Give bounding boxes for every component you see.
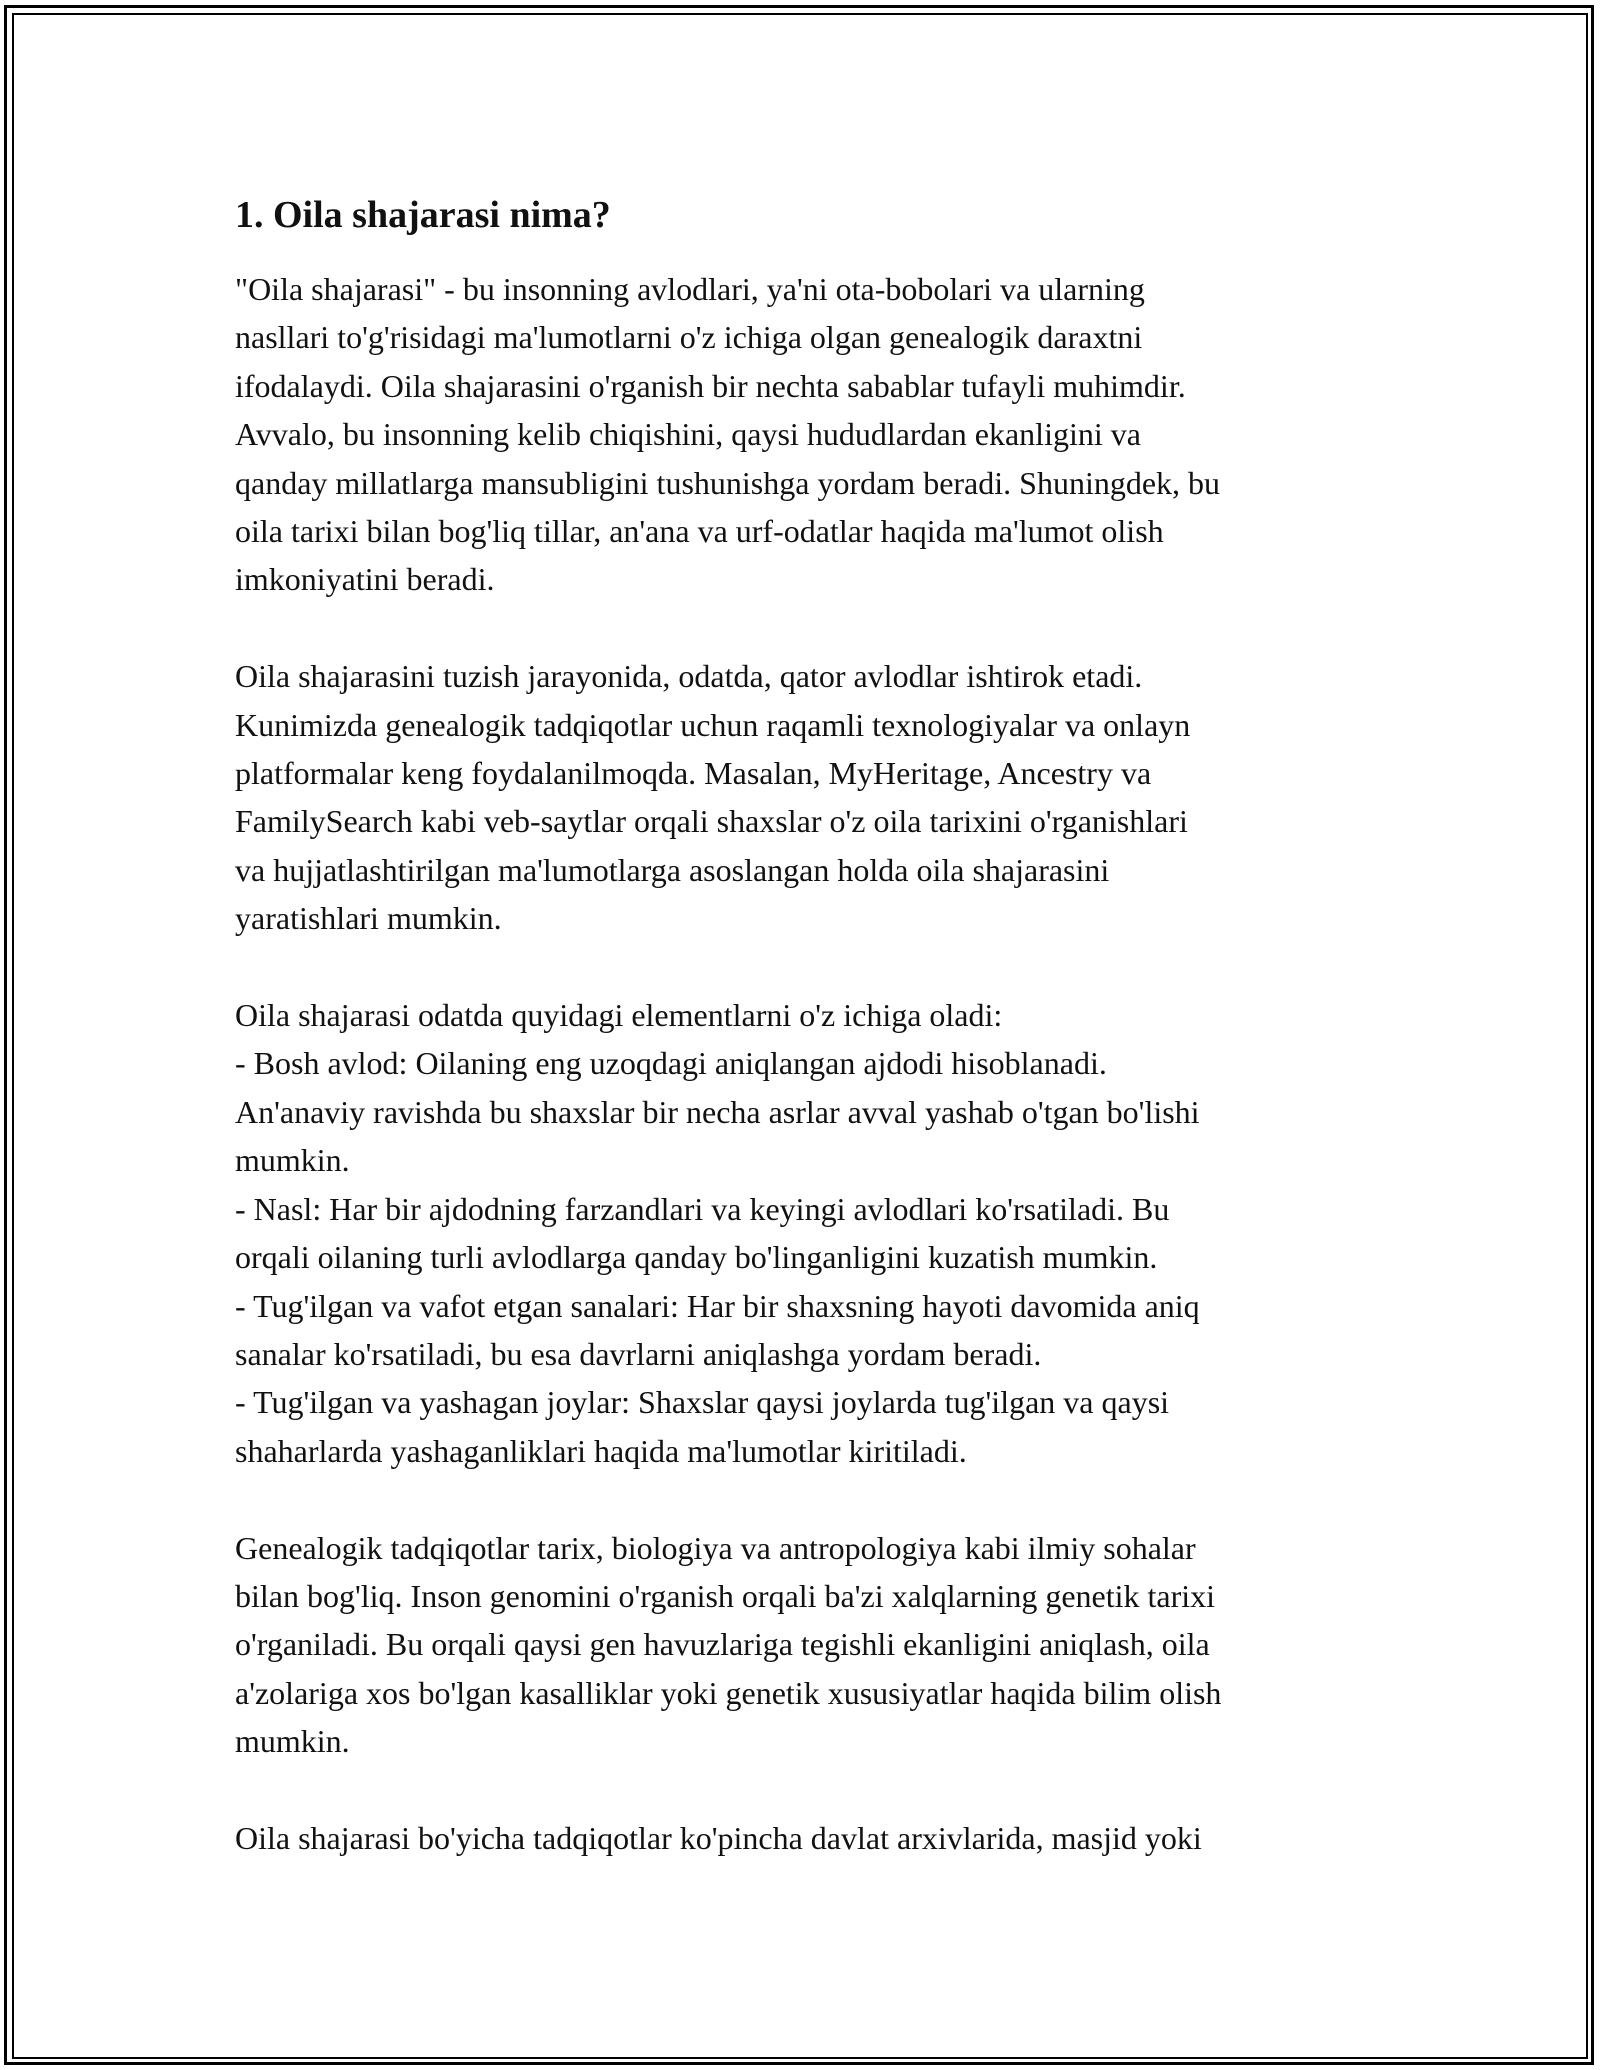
paragraph-spacer — [235, 943, 1375, 991]
list-item-line: orqali oilaning turli avlodlarga qanday bo'linganligini kuzatish mumkin. — [235, 1239, 1158, 1276]
section-heading: 1. Oila shajarasi nima? — [235, 194, 611, 236]
text-line: o'rganiladi. Bu orqali qaysi gen havuzlariga tegishli ekanligini aniqlash, oila — [235, 1626, 1210, 1663]
text-line: Oila shajarasi odatda quyidagi elementlarni o'z ichiga oladi: — [235, 997, 1003, 1034]
paragraph-2 — [235, 652, 1375, 942]
text-line: Oila shajarasini tuzish jarayonida, odatda, qator avlodlar ishtirok etadi. — [235, 658, 1143, 695]
document-body — [235, 185, 1375, 1862]
paragraph-spacer — [235, 604, 1375, 652]
text-line: yaratishlari mumkin. — [235, 900, 502, 937]
text-line: oila tarixi bilan bog'liq tillar, an'ana va urf-odatlar haqida ma'lumot olish — [235, 513, 1164, 550]
text-line: platformalar keng foydalanilmoqda. Masalan, MyHeritage, Ancestry va — [235, 755, 1152, 792]
paragraph-3 — [235, 991, 1375, 1475]
list-item-line: - Bosh avlod: Oilaning eng uzoqdagi aniqlangan ajdodi hisoblanadi. — [235, 1045, 1107, 1082]
list-item-line: shaharlarda yashaganliklari haqida ma'lumotlar kiritiladi. — [235, 1432, 967, 1469]
text-line: Avvalo, bu insonning kelib chiqishini, qaysi hududlardan ekanligini va — [235, 416, 1141, 453]
text-line: ifodalaydi. Oila shajarasini o'rganish bir nechta sabablar tufayli muhimdir. — [235, 367, 1186, 404]
list-item-line: - Tug'ilgan va vafot etgan sanalari: Har bir shaxsning hayoti davomida aniq — [235, 1287, 1200, 1324]
paragraph-spacer — [235, 1766, 1375, 1814]
paragraph-5 — [235, 1814, 1375, 1862]
text-line: va hujjatlashtirilgan ma'lumotlarga asoslangan holda oila shajarasini — [235, 851, 1110, 888]
list-item-line: - Nasl: Har bir ajdodning farzandlari va keyingi avlodlari ko'rsatiladi. Bu — [235, 1190, 1170, 1227]
paragraph-spacer — [235, 1475, 1375, 1523]
text-line: imkoniyatini beradi. — [235, 561, 495, 598]
list-item-line: mumkin. — [235, 1142, 350, 1179]
list-item-line: - Tug'ilgan va yashagan joylar: Shaxslar qaysi joylarda tug'ilgan va qaysi — [235, 1384, 1170, 1421]
text-line: FamilySearch kabi veb-saytlar orqali shaxslar o'z oila tarixini o'rganishlari — [235, 803, 1188, 840]
text-line: Genealogik tadqiqotlar tarix, biologiya va antropologiya kabi ilmiy sohalar — [235, 1529, 1196, 1566]
text-line: a'zolariga xos bo'lgan kasalliklar yoki genetik xususiyatlar haqida bilim olish — [235, 1674, 1222, 1711]
text-line: bilan bog'liq. Inson genomini o'rganish orqali ba'zi xalqlarning genetik tarixi — [235, 1577, 1216, 1614]
text-line: mumkin. — [235, 1723, 350, 1760]
text-line: "Oila shajarasi" - bu insonning avlodlari, ya'ni ota-bobolari va ularning — [235, 271, 1145, 307]
text-line: qanday millatlarga mansubligini tushunishga yordam beradi. Shuningdek, bu — [235, 464, 1221, 501]
paragraph-1 — [235, 265, 1375, 604]
text-line: nasllari to'g'risidagi ma'lumotlarni o'z ichiga olgan genealogik daraxtni — [235, 319, 1143, 356]
text-line: Oila shajarasi bo'yicha tadqiqotlar ko'pincha davlat arxivlarida, masjid yoki — [235, 1819, 1202, 1856]
paragraph-4 — [235, 1524, 1375, 1766]
text-line: Kunimizda genealogik tadqiqotlar uchun raqamli texnologiyalar va onlayn — [235, 706, 1191, 743]
list-item-line: An'anaviy ravishda bu shaxslar bir necha asrlar avval yashab o'tgan bo'lishi — [235, 1093, 1200, 1130]
list-item-line: sanalar ko'rsatiladi, bu esa davrlarni aniqlashga yordam beradi. — [235, 1335, 1042, 1372]
